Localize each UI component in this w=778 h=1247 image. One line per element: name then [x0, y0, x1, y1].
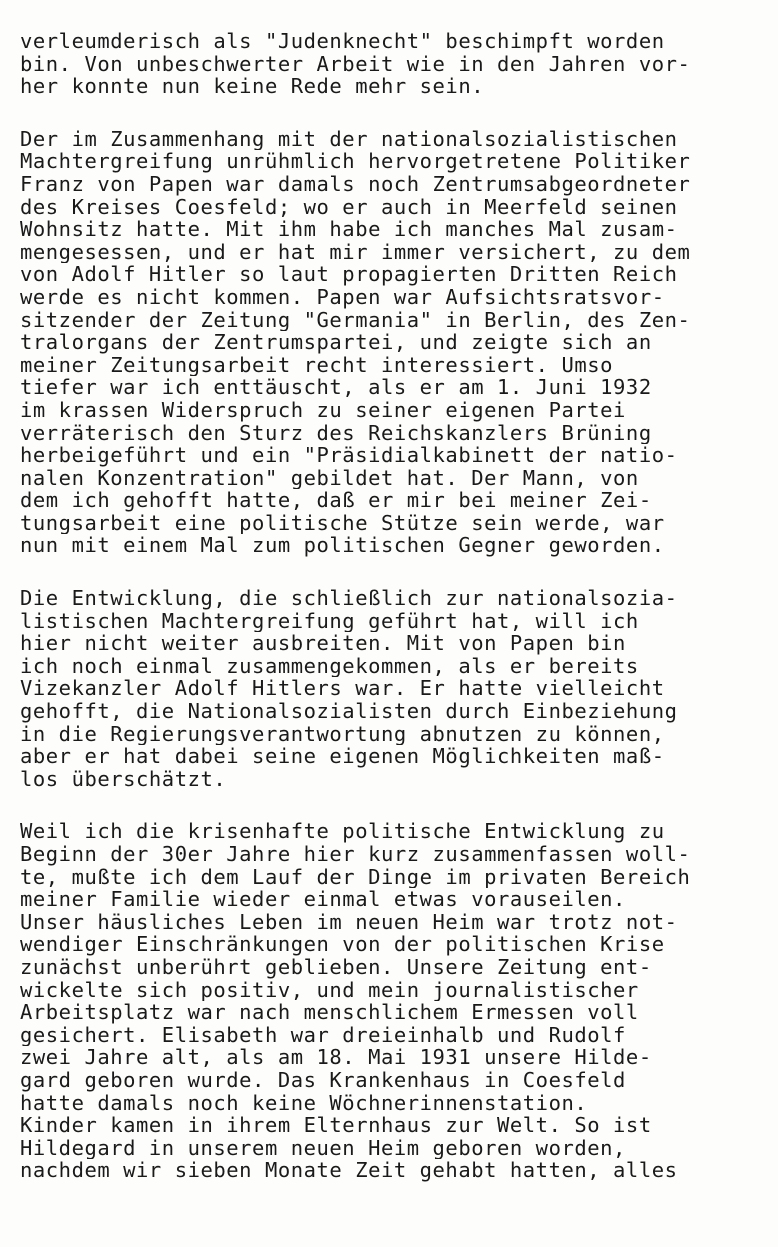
text-line: verleumderisch als "Judenknecht" beschimpft worden	[20, 30, 665, 53]
text-line: gard geboren wurde. Das Krankenhaus in Coesfeld	[20, 1068, 626, 1092]
text-line: Unser häusliches Leben im neuen Heim war trotz not-	[20, 910, 678, 934]
text-line: gesichert. Elisabeth war dreieinhalb und Rudolf	[20, 1023, 626, 1047]
text-line: Der im Zusammenhang mit der nationalsozialistischen	[20, 127, 678, 151]
text-line: von Adolf Hitler so laut propagierten Dritten Reich	[20, 263, 678, 286]
text-line: Kinder kamen in ihrem Elternhaus zur Welt. So ist	[20, 1114, 652, 1137]
text-line: nalen Konzentration" gebildet hat. Der Mann, von	[20, 466, 639, 490]
text-line: te, mußte ich dem Lauf der Dinge im privaten Bereich	[20, 865, 691, 889]
text-line: meiner Familie wieder einmal etwas vorauseilen.	[20, 888, 626, 911]
text-line: Vizekanzler Adolf Hitlers war. Er hatte vielleicht	[20, 677, 665, 701]
text-line: hier nicht weiter ausbreiten. Mit von Papen bin	[20, 632, 626, 655]
text-line: gehofft, die Nationalsozialisten durch Einbeziehung	[20, 700, 678, 723]
text-line: Wohnsitz hatte. Mit ihm habe ich manches Mal zusam-	[20, 218, 678, 241]
text-line: sitzender der Zeitung "Germania" in Berlin, des Zen-	[20, 308, 691, 332]
text-line: aber er hat dabei seine eigenen Möglichkeiten maß-	[20, 745, 665, 768]
text-line: meiner Zeitungsarbeit recht interessiert. Umso	[20, 353, 614, 377]
text-line: tralorgans der Zentrumspartei, und zeigte sich an	[20, 331, 652, 354]
text-line: Machtergreifung unrühmlich hervorgetretene Politiker	[20, 150, 691, 173]
text-line: Franz von Papen war damals noch Zentrumsabgeordneter	[20, 172, 691, 196]
text-line: los überschätzt.	[20, 767, 227, 791]
typewritten-page	[20, 30, 770, 1212]
text-line: Die Entwicklung, die schließlich zur nationalsozia-	[20, 587, 678, 610]
text-line: tiefer war ich enttäuscht, als er am 1. Juni 1932	[20, 376, 652, 399]
paragraph	[20, 820, 770, 1182]
text-line: her konnte nun keine Rede mehr sein.	[20, 75, 485, 98]
text-line: Weil ich die krisenhafte politische Entwicklung zu	[20, 820, 665, 843]
text-line: mengesessen, und er hat mir immer versichert, zu dem	[20, 240, 691, 264]
paragraph	[20, 587, 770, 790]
text-line: Arbeitsplatz war nach menschlichem Ermessen voll	[20, 1001, 639, 1024]
paragraph	[20, 30, 770, 98]
text-line: verräterisch den Sturz des Reichskanzlers Brüning	[20, 421, 652, 445]
text-line: dem ich gehofft hatte, daß er mir bei meiner Zei-	[20, 489, 652, 512]
text-line: Hildegard in unserem neuen Heim geboren worden,	[20, 1136, 626, 1160]
text-line: ich noch einmal zusammengekommen, als er bereits	[20, 654, 639, 678]
text-line: wendiger Einschränkungen von der politischen Krise	[20, 933, 665, 956]
text-line: in die Regierungsverantwortung abnutzen zu können,	[20, 722, 665, 746]
text-line: Beginn der 30er Jahre hier kurz zusammenfassen woll-	[20, 843, 691, 866]
text-line: im krassen Widerspruch zu seiner eigenen Partei	[20, 398, 626, 422]
text-line: bin. Von unbeschwerter Arbeit wie in den Jahren vor-	[20, 52, 691, 76]
text-line: zunächst unberührt geblieben. Unsere Zeitung ent-	[20, 955, 652, 979]
text-line: herbeigeführt und ein "Präsidialkabinett der natio-	[20, 444, 678, 467]
paragraph	[20, 128, 770, 557]
text-line: zwei Jahre alt, als am 18. Mai 1931 unsere Hilde-	[20, 1046, 652, 1069]
text-line: nachdem wir sieben Monate Zeit gehabt hatten, alles	[20, 1159, 678, 1182]
text-line: werde es nicht kommen. Papen war Aufsichtsratsvor-	[20, 285, 665, 309]
text-line: des Kreises Coesfeld; wo er auch in Meerfeld seinen	[20, 195, 678, 219]
text-line: nun mit einem Mal zum politischen Gegner geworden.	[20, 534, 665, 558]
text-line: listischen Machtergreifung geführt hat, will ich	[20, 609, 639, 633]
text-line: hatte damals noch keine Wöchnerinnenstation.	[20, 1091, 588, 1115]
text-line: wickelte sich positiv, und mein journalistischer	[20, 978, 639, 1002]
text-line: tungsarbeit eine politische Stütze sein werde, war	[20, 511, 665, 535]
